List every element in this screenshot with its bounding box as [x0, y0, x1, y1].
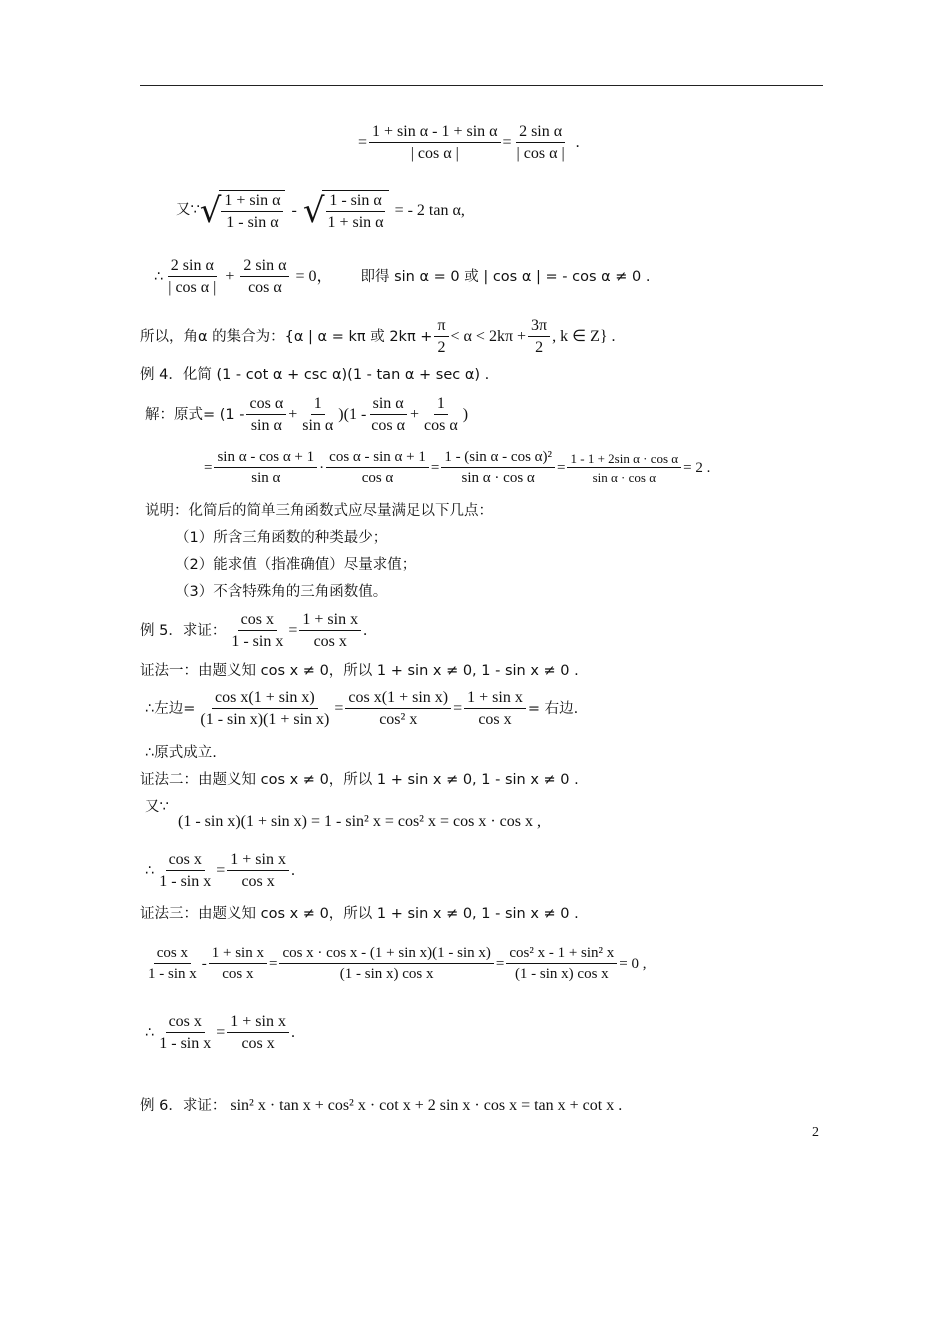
proof-3-conclusion: ∴ $\frac{\text{cos x}}{\text{1 - sin x}}$ = $\frac{\text{1 + sin x}}{\text{cos x}}$ . — [145, 1013, 295, 1052]
square-root: √ $\frac{\text{1 + sin α}}{\text{1 - sin α}}$ — [200, 190, 286, 231]
example-5-heading: 例 5．求证： $\frac{\text{cos x}}{\text{1 - sin x}}$ = $\frac{\text{1 + sin x}}{\text{cos x}}$ . — [140, 611, 368, 650]
fraction: $\frac{\text{1 + sin α - 1 + sin α}}{\text{| cos α |}}$ — [369, 124, 500, 162]
note-item-3: （3）不含特殊角的三角函数值。 — [175, 584, 388, 600]
equation-line-2: 又∵ √ $\frac{\text{1 + sin α}}{\text{1 - sin α}}$ - √ $\frac{\text{1 - sin α}}{\text{1 + sin α}}$ = - 2 tan α , — [176, 190, 465, 231]
equation-line-3: ∴ $\frac{\text{2 sin α}}{\text{| cos α |}}$ + $\frac{\text{2 sin α}}{\text{cos α}}$ = 0， 即得 sin α = 0 或 | cos α | = - cos α ≠ 0 . — [154, 257, 651, 296]
note-item-2: （2）能求值（指准确值）尽量求值； — [175, 557, 417, 573]
proof-2-premise: 证法二：由题义知 cos x ≠ 0，所以 1 + sin x ≠ 0, 1 - sin x ≠ 0 . — [140, 772, 579, 788]
proof-3-premise: 证法三：由题义知 cos x ≠ 0，所以 1 + sin x ≠ 0, 1 - sin x ≠ 0 . — [140, 906, 579, 922]
angle-set-line: 所以，角α 的集合为：{α | α = kπ 或 2kπ + $\frac{\pi}{2}$ < α < 2kπ + $\frac{3\pi}{2}$ , k ∈ Z} . — [140, 317, 616, 356]
solution-line-2: = $\frac{\text{sin α - cos α + 1}}{\text{sin α}}$ · $\frac{\text{cos α - sin α + 1}}{\text{cos α}}$ = $\frac{\text{1 - (sin α - cos α)²}}{\text{sin α · cos α}}$ = $\frac{\text{1 - 1 + 2sin α · cos α}}{\text{sin α · cos α}}$ = 2 . — [204, 449, 711, 486]
note-item-1: （1）所含三角函数的种类最少； — [175, 530, 388, 546]
proof-2-because: 又∵ — [145, 799, 169, 815]
equals-sign: = — [358, 134, 368, 151]
proof-1-premise: 证法一：由题义知 cos x ≠ 0，所以 1 + sin x ≠ 0, 1 - sin x ≠ 0 . — [140, 663, 579, 679]
equation-line-1: = $\frac{\text{1 + sin α - 1 + sin α}}{\text{| cos α |}}$ = $\frac{\text{2 sin α}}{\text{| cos α |}}$ . — [358, 123, 580, 162]
header-rule — [140, 85, 823, 86]
proof-1-conclusion: ∴原式成立. — [145, 745, 217, 761]
square-root: √ $\frac{\text{1 - sin α}}{\text{1 + sin α}}$ — [303, 190, 389, 231]
equals-sign: = — [502, 134, 512, 151]
proof-2-identity: (1 - sin x)(1 + sin x) = 1 - sin² x = cos² x = cos x · cos x , — [178, 813, 541, 830]
fraction: $\frac{\text{2 sin α}}{\text{| cos α |}}$ — [516, 123, 565, 162]
example-4-heading: 例 4．化简 (1 - cot α + csc α)(1 - tan α + sec α) . — [140, 367, 490, 383]
proof-1-derivation: ∴左边= $\frac{\text{cos x(1 + sin x)}}{\text{(1 - sin x)(1 + sin x)}}$ = $\frac{\text{cos x(1 + sin x)}}{\text{cos² x}}$ = $\frac{\text{1 + sin x}}{\text{cos x}}$ = 右边. — [145, 689, 579, 728]
example-6-heading: 例 6．求证： sin² x · tan x + cos² x · cot x + 2 sin x · cos x = tan x + cot x . — [140, 1097, 623, 1114]
proof-2-conclusion: ∴ $\frac{\text{cos x}}{\text{1 - sin x}}$ = $\frac{\text{1 + sin x}}{\text{cos x}}$ . — [145, 851, 295, 890]
solution-line-1: 解：原式= (1 - $\frac{\text{cos α}}{\text{sin α}}$ + $\frac{1}{\text{sin α}}$ )(1 - $\frac{\text{sin α}}{\text{cos α}}$ + $\frac{1}{\text{cos α}}$ ) — [145, 395, 469, 434]
page-number: 2 — [812, 1125, 819, 1140]
note-heading: 说明：化简后的简单三角函数式应尽量满足以下几点： — [145, 503, 493, 519]
proof-3-derivation: $\frac{\text{cos x}}{\text{1 - sin x}}$ - $\frac{\text{1 + sin x}}{\text{cos x}}$ = $\frac{\text{cos x · cos x - (1 + sin x)(1 - sin x)}}{\text{(1 - sin x) cos x}}$ = $\frac{\text{cos² x - 1 + sin² x}}{\text{(1 - sin x) cos x}}$ = 0 , — [148, 945, 647, 982]
